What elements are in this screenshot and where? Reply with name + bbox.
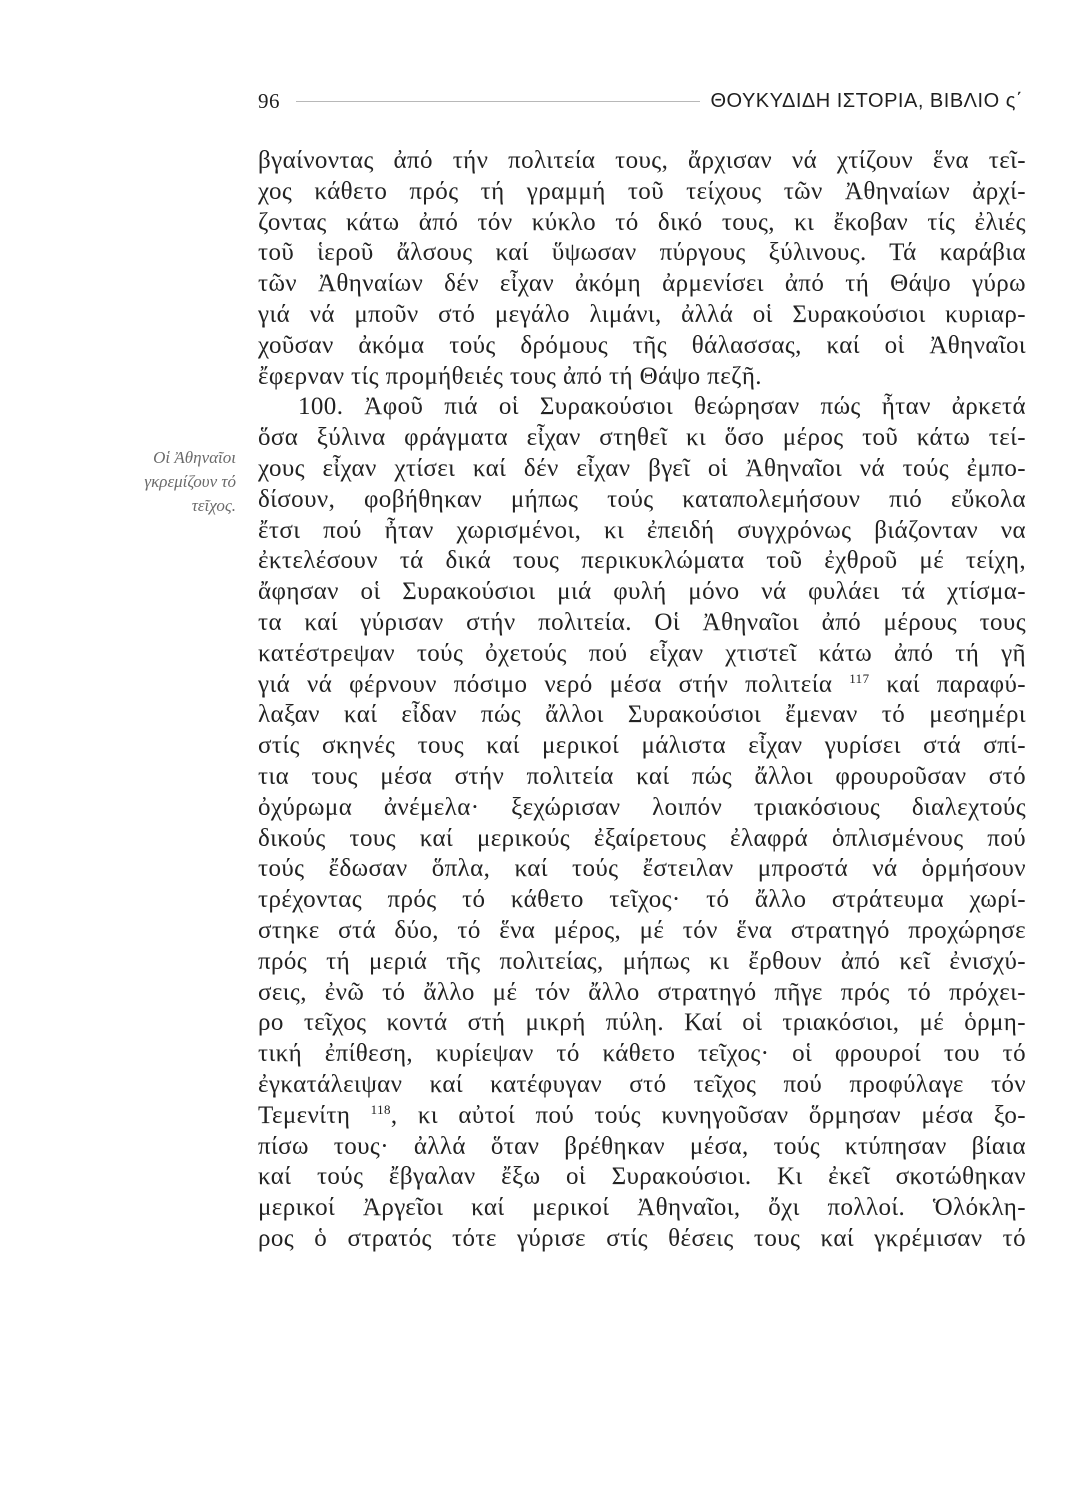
line-text-tail: , κι αὐτοί πού τούς κυνηγοῦσαν ὅρμησαν μέσα ξο- xyxy=(390,1101,1026,1129)
text-line: γιά νά μποῦν στό μεγάλο λιμάνι, ἀλλά οἱ Συρακούσιοι κυριαρ- xyxy=(258,300,1026,328)
running-title: ΘΟΥΚΥΔΙΔΗ ΙΣΤΟΡΙΑ, ΒΙΒΛΙΟ ς΄ xyxy=(710,89,1023,112)
text-line: ζοντας κάτω ἀπό τόν κύκλο τό δικό τους, κι ἔκοβαν τίς ἐλιές xyxy=(258,208,1026,236)
text-line: ὅσα ξύλινα φράγματα εἶχαν στηθεῖ κι ὅσο μέρος τοῦ κάτω τεί- xyxy=(258,424,1026,452)
text-line-with-footnote xyxy=(258,670,1026,701)
margin-note-line: Οἱ Ἀθηναῖοι xyxy=(153,448,236,467)
text-line: χος κάθετο πρός τή γραμμή τοῦ τείχους τῶν Ἀθηναίων ἀρχί- xyxy=(258,177,1026,205)
text-line-with-footnote xyxy=(258,1101,1026,1132)
text-line: ἔτσι πού ἦταν χωρισμένοι, κι ἐπειδή συγχρόνως βιάζονταν να xyxy=(258,516,1026,544)
text-line: στηκε στά δύο, τό ἕνα μέρος, μέ τόν ἕνα στρατηγό προχώρησε xyxy=(258,916,1026,944)
footnote-marker: 117 xyxy=(849,670,870,686)
text-line: στίς σκηνές τους καί μερικοί μάλιστα εἶχαν γυρίσει στά σπί- xyxy=(258,732,1026,760)
text-line: τια τους μέσα στήν πολιτεία καί πώς ἄλλοι φρουροῦσαν στό xyxy=(258,762,1026,790)
footnote-marker: 118 xyxy=(370,1101,391,1117)
text-line: δικούς τους καί μερικούς ἐξαίρετους ἐλαφρά ὁπλισμένους πού xyxy=(258,824,1026,852)
line-text: γιά νά φέρνουν πόσιμο νερό μέσα στήν πολιτεία xyxy=(258,670,833,698)
text-line: τούς ἔδωσαν ὅπλα, καί τούς ἔστειλαν μπροστά νά ὁρμήσουν xyxy=(258,855,1026,883)
section-start-line: 100. Ἀφοῦ πιά οἱ Συρακούσιοι θεώρησαν πώς ἦταν ἀρκετά xyxy=(298,393,1026,421)
text-line: τική ἐπίθεση, κυρίεψαν τό κάθετο τεῖχος· οἱ φρουροί του τό xyxy=(258,1040,1026,1068)
text-line: ρος ὁ στρατός τότε γύρισε στίς θέσεις τους καί γκρέμισαν τό xyxy=(258,1224,1026,1252)
text-line: μερικοί Ἀργεῖοι καί μερικοί Ἀθηναῖοι, ὄχι πολλοί. Ὁλόκλη- xyxy=(258,1194,1026,1222)
page-number: 96 xyxy=(258,88,280,113)
running-head xyxy=(258,86,1023,116)
text-line: ἐγκατάλειψαν καί κατέφυγαν στό τεῖχος πού προφύλαγε τόν xyxy=(258,1070,1026,1098)
margin-note xyxy=(96,446,236,518)
text-line: ἐκτελέσουν τά δικά τους περικυκλώματα τοῦ ἐχθροῦ μέ τείχη, xyxy=(258,547,1026,575)
text-line: λαξαν καί εἶδαν πώς ἄλλοι Συρακούσιοι ἔμεναν τό μεσημέρι xyxy=(258,701,1026,729)
text-line: καί τούς ἔβγαλαν ἔξω οἱ Συρακούσιοι. Κι ἐκεῖ σκοτώθηκαν xyxy=(258,1163,1026,1191)
text-line: ὀχύρωμα ἀνέμελα· ξεχώρισαν λοιπόν τριακόσιους διαλεχτούς xyxy=(258,793,1026,821)
text-line: ἄφησαν οἱ Συρακούσιοι μιά φυλή μόνο νά φυλάει τά χτίσμα- xyxy=(258,578,1026,606)
header-rule xyxy=(296,101,700,102)
text-line: τοῦ ἱεροῦ ἄλσους καί ὕψωσαν πύργους ξύλινους. Τά καράβια xyxy=(258,239,1026,267)
text-line: τα καί γύρισαν στήν πολιτεία. Οἱ Ἀθηναῖοι ἀπό μέρους τους xyxy=(258,608,1026,636)
margin-note-line: τεῖχος. xyxy=(191,496,236,515)
text-line: πρός τή μεριά τῆς πολιτείας, μήπως κι ἔρθουν ἀπό κεῖ ἐνισχύ- xyxy=(258,947,1026,975)
margin-note-line: γκρεμίζουν τό xyxy=(144,472,236,491)
text-line: δίσουν, φοβήθηκαν μήπως τούς καταπολεμήσουν πιό εὔκολα xyxy=(258,485,1026,513)
line-text-tail: καί παραφύ- xyxy=(869,670,1026,698)
line-text: Τεμενίτη xyxy=(258,1101,351,1129)
text-line: κατέστρεψαν τούς ὀχετούς πού εἶχαν χτιστεῖ κάτω ἀπό τή γῆ xyxy=(258,639,1026,667)
text-line: τῶν Ἀθηναίων δέν εἶχαν ἀκόμη ἀρμενίσει ἀπό τή Θάψο γύρω xyxy=(258,270,1026,298)
body-text xyxy=(258,146,1026,1255)
text-line: χοῦσαν ἀκόμα τούς δρόμους τῆς θάλασσας, καί οἱ Ἀθηναῖοι xyxy=(258,331,1026,359)
text-line: τρέχοντας πρός τό κάθετο τεῖχος· τό ἄλλο στράτευμα χωρί- xyxy=(258,886,1026,914)
text-line: σεις, ἐνῶ τό ἄλλο μέ τόν ἄλλο στρατηγό πῆγε πρός τό πρόχει- xyxy=(258,978,1026,1006)
text-line: χους εἶχαν χτίσει καί δέν εἶχαν βγεῖ οἱ Ἀθηναῖοι νά τούς ἐμπο- xyxy=(258,454,1026,482)
text-line: ρο τεῖχος κοντά στή μικρή πύλη. Καί οἱ τριακόσιοι, μέ ὁρμη- xyxy=(258,1009,1026,1037)
text-line: βγαίνοντας ἀπό τήν πολιτεία τους, ἄρχισαν νά χτίζουν ἕνα τεῖ- xyxy=(258,147,1026,174)
text-line: πίσω τους· ἀλλά ὅταν βρέθηκαν μέσα, τούς κτύπησαν βίαια xyxy=(258,1132,1026,1160)
text-line: ἔφερναν τίς προμήθειές τους ἀπό τή Θάψο πεζῆ. xyxy=(258,362,762,390)
